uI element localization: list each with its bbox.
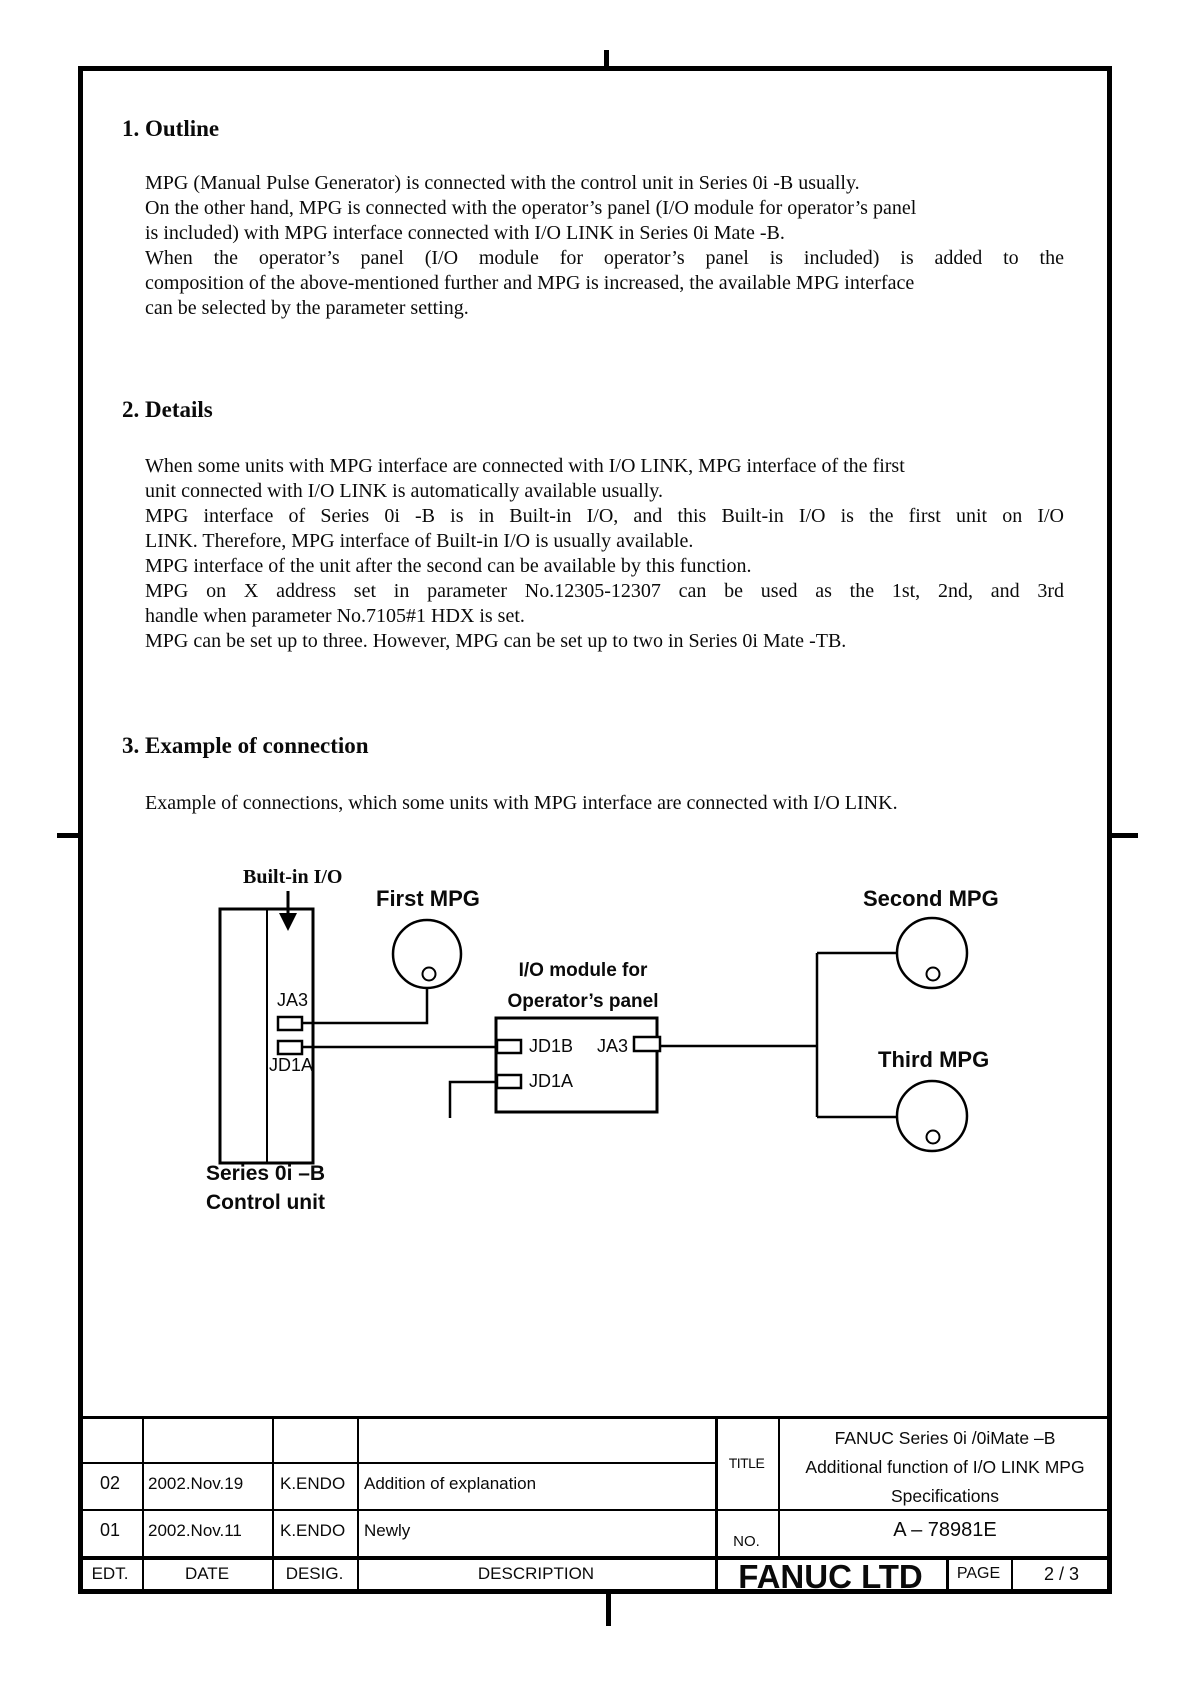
series-0i-b-label: Series 0i –B bbox=[206, 1162, 326, 1185]
first-mpg-circle bbox=[393, 920, 461, 988]
io-module-jd1a-label: JD1A bbox=[529, 1071, 574, 1091]
control-unit-ja3-label: JA3 bbox=[277, 990, 309, 1010]
doc-number-label: NO. bbox=[733, 1533, 760, 1550]
text-line: MPG (Manual Pulse Generator) is connected with the control unit in Series 0i -B usually. bbox=[145, 172, 860, 194]
page-value: 2 / 3 bbox=[1043, 1564, 1080, 1584]
second-mpg-label: Second MPG bbox=[863, 886, 999, 911]
built-in-io-arrow-head bbox=[279, 913, 297, 931]
io-module-box bbox=[496, 1018, 657, 1112]
control-unit-jd1a-label: JD1A bbox=[269, 1055, 314, 1075]
revision-description: Addition of explanation bbox=[364, 1474, 537, 1493]
doc-title-line1: FANUC Series 0i /0iMate –B bbox=[834, 1428, 1056, 1448]
title-label: TITLE bbox=[728, 1455, 765, 1471]
io-module-label-line1: I/O module for bbox=[518, 960, 648, 981]
revision-desig: K.ENDO bbox=[280, 1521, 346, 1540]
control-unit-ja3-connector bbox=[278, 1017, 302, 1030]
title-block-top-line bbox=[78, 1416, 1112, 1419]
title-block-row-line bbox=[78, 1509, 1112, 1511]
text-line: handle when parameter No.7105#1 HDX is set. bbox=[145, 605, 525, 627]
text-line: When the operator’s panel (I/O module for operator’s panel is included) is added to the bbox=[145, 247, 1064, 269]
control-unit-jd1a-connector bbox=[278, 1041, 302, 1054]
text-line: unit connected with I/O LINK is automatically available usually. bbox=[145, 480, 663, 502]
text-line: composition of the above-mentioned further and MPG is increased, the available MPG interface bbox=[145, 272, 915, 294]
io-module-jd1b-connector bbox=[497, 1040, 521, 1053]
first-mpg-label: First MPG bbox=[376, 886, 480, 911]
text-line: can be selected by the parameter setting. bbox=[145, 297, 469, 319]
text-line: MPG interface of Series 0i -B is in Built-in I/O, and this Built-in I/O is the first unit on I/O bbox=[145, 505, 1064, 527]
third-mpg-inner-circle bbox=[927, 1131, 940, 1144]
company-logo: FANUC LTD bbox=[738, 1558, 923, 1595]
control-unit-label: Control unit bbox=[206, 1191, 325, 1214]
header-date: DATE bbox=[184, 1564, 230, 1583]
revision-description: Newly bbox=[364, 1521, 411, 1540]
text-line: Example of connections, which some units with MPG interface are connected with I/O LINK. bbox=[145, 792, 898, 814]
text-line: When some units with MPG interface are connected with I/O LINK, MPG interface of the first bbox=[145, 455, 905, 477]
io-module-ja3-connector bbox=[634, 1037, 660, 1051]
section-heading-outline: 1. Outline bbox=[122, 116, 220, 141]
text-line: is included) with MPG interface connected with I/O LINK in Series 0i Mate -B. bbox=[145, 222, 785, 244]
io-module-label-line2: Operator’s panel bbox=[507, 991, 659, 1012]
revision-edt: 01 bbox=[99, 1520, 121, 1540]
revision-date: 2002.Nov.19 bbox=[148, 1474, 244, 1493]
text-line: MPG on X address set in parameter No.12305-12307 can be used as the 1st, 2nd, and 3rd bbox=[145, 580, 1064, 602]
doc-title-line3: Specifications bbox=[891, 1486, 999, 1506]
io-module-jd1b-label: JD1B bbox=[529, 1036, 574, 1056]
revision-date: 2002.Nov.11 bbox=[148, 1521, 242, 1540]
text-line: MPG can be set up to three. However, MPG can be set up to two in Series 0i Mate -TB. bbox=[145, 630, 847, 652]
doc-number-value: A – 78981E bbox=[893, 1519, 997, 1541]
section-heading-example: 3. Example of connection bbox=[122, 733, 369, 758]
header-description: DESCRIPTION bbox=[477, 1564, 595, 1583]
text-line: LINK. Therefore, MPG interface of Built-in I/O is usually available. bbox=[145, 530, 694, 552]
third-mpg-label: Third MPG bbox=[878, 1047, 990, 1072]
io-module-ja3-label: JA3 bbox=[597, 1036, 629, 1056]
header-edt: EDT. bbox=[91, 1564, 129, 1583]
built-in-io-label: Built-in I/O bbox=[243, 866, 343, 888]
doc-title-line2: Additional function of I/O LINK MPG bbox=[805, 1457, 1085, 1477]
header-desig: DESIG. bbox=[285, 1564, 344, 1583]
section-heading-details: 2. Details bbox=[122, 397, 213, 422]
io-link-continuation-cable bbox=[450, 1082, 497, 1118]
revision-edt: 02 bbox=[99, 1473, 121, 1493]
io-module-jd1a-connector bbox=[497, 1075, 521, 1088]
text-line: On the other hand, MPG is connected with the operator’s panel (I/O module for operator’s panel bbox=[145, 197, 917, 219]
third-mpg-circle bbox=[897, 1081, 967, 1151]
title-block-row-line bbox=[78, 1462, 715, 1464]
revision-desig: K.ENDO bbox=[280, 1474, 346, 1493]
title-block-row-line bbox=[78, 1556, 1112, 1560]
second-mpg-inner-circle bbox=[927, 968, 940, 981]
first-mpg-inner-circle bbox=[423, 968, 436, 981]
second-mpg-circle bbox=[897, 918, 967, 988]
ja3-to-first-mpg-cable bbox=[302, 988, 427, 1023]
text-line: MPG interface of the unit after the second can be available by this function. bbox=[145, 555, 752, 577]
page-label: PAGE bbox=[956, 1565, 1001, 1582]
